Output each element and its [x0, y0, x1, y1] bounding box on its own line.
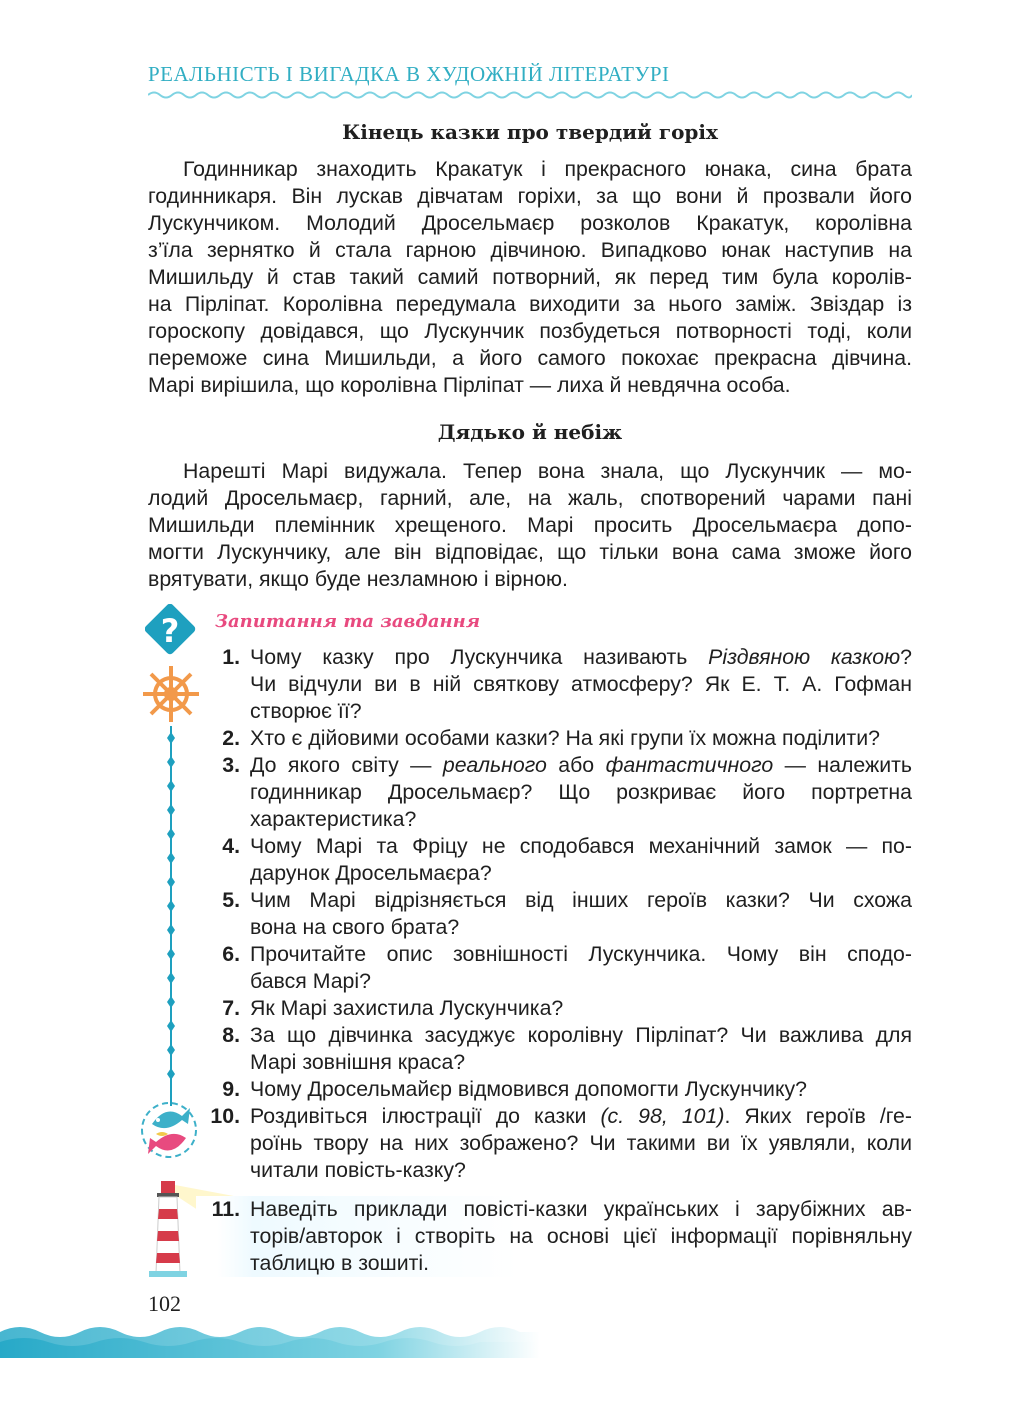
text-line: Марі зовнішня краса? — [250, 1050, 466, 1074]
text-line: Чому Дросельмайєр відмовився допомогти Лускунчику? — [250, 1077, 808, 1101]
text-line: могти Лускунчику, але він відповідає, що тільки вона сама зможе його — [148, 540, 912, 564]
paragraph — [148, 458, 912, 593]
text-line: лодий Дросельмаєр, гарний, але, на жаль, спотворений чарами пані — [148, 486, 912, 510]
text-line: торів/авторок і створіть на основі цієї інформації порівняльну — [250, 1224, 912, 1248]
question-item — [196, 833, 912, 887]
section-title: Кінець казки про твердий горіх — [342, 120, 718, 144]
question-item — [196, 941, 912, 995]
question-number: 8. — [222, 1023, 240, 1047]
text-line: Нарешті Марі видужала. Тепер вона знала, що Лускунчик — мо- — [183, 459, 912, 483]
question-item — [196, 995, 912, 1022]
text-line: Чому казку про Лускунчика називають Різдвяною казкою? — [250, 645, 912, 669]
question-number: 11. — [211, 1197, 240, 1221]
questions-list — [196, 644, 912, 1277]
page-number: 102 — [148, 1291, 181, 1316]
questions-heading: Запитання та завдання — [215, 611, 481, 632]
dotted-line-decoration — [163, 726, 179, 1106]
text-line: Мишильду й став такий самий потворний, як перед тим була королів- — [148, 265, 912, 289]
question-item — [196, 725, 912, 752]
text-line: Роздивіться ілюстрації до казки (с. 98, 101). Яких героїв /ге- — [250, 1104, 912, 1128]
question-number: 2. — [222, 726, 240, 750]
question-number: 1. — [222, 645, 240, 669]
section-title: Дядько й небіж — [437, 420, 623, 444]
text-line: Мишильди племінник хрещеного. Марі просить Дросельмаєра допо- — [148, 513, 912, 537]
question-item — [196, 1022, 912, 1076]
question-item — [196, 1076, 912, 1103]
text-line: врятувати, якщо буде незламною і вірною. — [148, 567, 568, 591]
text-line: вона на свого брата? — [250, 915, 460, 939]
question-number: 4. — [222, 834, 240, 858]
question-item — [196, 1196, 912, 1277]
ship-wheel-icon — [139, 662, 203, 726]
text-line: з’їла зернятко й стала гарною дівчиною. Випадково юнак наступив на — [148, 238, 912, 262]
text-line: годинникар Дросельмаєр? Що розкриває його портретна — [250, 780, 912, 804]
text-line: Чому Марі та Фріцу не сподобався механічний замок — по- — [250, 834, 912, 858]
text-line: За що дівчинка засуджує королівну Пірліпат? Чи важлива для — [250, 1023, 912, 1047]
question-number: 6. — [222, 942, 240, 966]
text-line: Прочитайте опис зовнішності Лускунчика. Чому він сподо- — [250, 942, 912, 966]
svg-text:?: ? — [160, 612, 180, 650]
text-line: читали повість-казку? — [250, 1158, 466, 1182]
text-line: До якого світу — реального або фантастичного — належить — [250, 753, 912, 777]
text-line: Чим Марі відрізняється від інших героїв казки? Чи схожа — [250, 888, 912, 912]
text-line: Марі вирішила, що королівна Пірліпат — лиха й невдячна особа. — [148, 373, 791, 397]
text-line: таблицю в зошиті. — [250, 1251, 429, 1275]
question-number: 10. — [210, 1104, 240, 1128]
text-line: дарунок Дросельмаєра? — [250, 861, 492, 885]
text-line: створює її? — [250, 699, 362, 723]
text-line: Годинникар знаходить Кракатук і прекрасного юнака, сина брата — [183, 157, 912, 181]
text-line: роїнь твору на них зображено? Чи такими ви їх уявляли, коли — [250, 1131, 912, 1155]
question-item — [196, 752, 912, 833]
paragraph — [148, 156, 912, 399]
running-header — [148, 62, 912, 87]
question-number: 5. — [222, 888, 240, 912]
text-line: на Пірліпат. Королівна передумала виходити за нього заміж. Звіздар із — [148, 292, 912, 316]
text-line: Чи відчули ви в ній святкову атмосферу? Як Е. Т. А. Гофман — [250, 672, 912, 696]
question-item — [196, 1103, 912, 1184]
header-wave-decoration — [148, 90, 912, 100]
text-line: бався Марі? — [250, 969, 371, 993]
text-line: Наведіть приклади повісті-казки українських і зарубіжних ав- — [250, 1197, 912, 1221]
header-title: РЕАЛЬНІСТЬ І ВИГАДКА В ХУДОЖНІЙ ЛІТЕРАТУРІ — [148, 62, 670, 86]
question-number: 9. — [222, 1077, 240, 1101]
text-line: переможе сина Мишильди, а його самого покохає прекрасна дівчина. — [148, 346, 912, 370]
wave-decoration — [0, 1318, 540, 1358]
question-icon — [145, 604, 197, 660]
question-item — [196, 887, 912, 941]
question-number: 3. — [222, 753, 240, 777]
fish-icon — [136, 1094, 202, 1166]
text-line: характеристика? — [250, 807, 417, 831]
question-number: 7. — [222, 996, 240, 1020]
text-line: Лускунчиком. Молодий Дросельмаєр розколов Кракатук, королівна — [148, 211, 912, 235]
text-line: Як Марі захистила Лускунчика? — [250, 996, 564, 1020]
text-line: годинникаря. Він лускав дівчатам горіхи, за що вони й прозвали його — [148, 184, 912, 208]
text-line: Хто є дійовими особами казки? На які групи їх можна поділити? — [250, 726, 880, 750]
question-item — [196, 644, 912, 725]
text-line: гороскопу довідався, що Лускунчик позбудеться потворності тоді, коли — [148, 319, 912, 343]
